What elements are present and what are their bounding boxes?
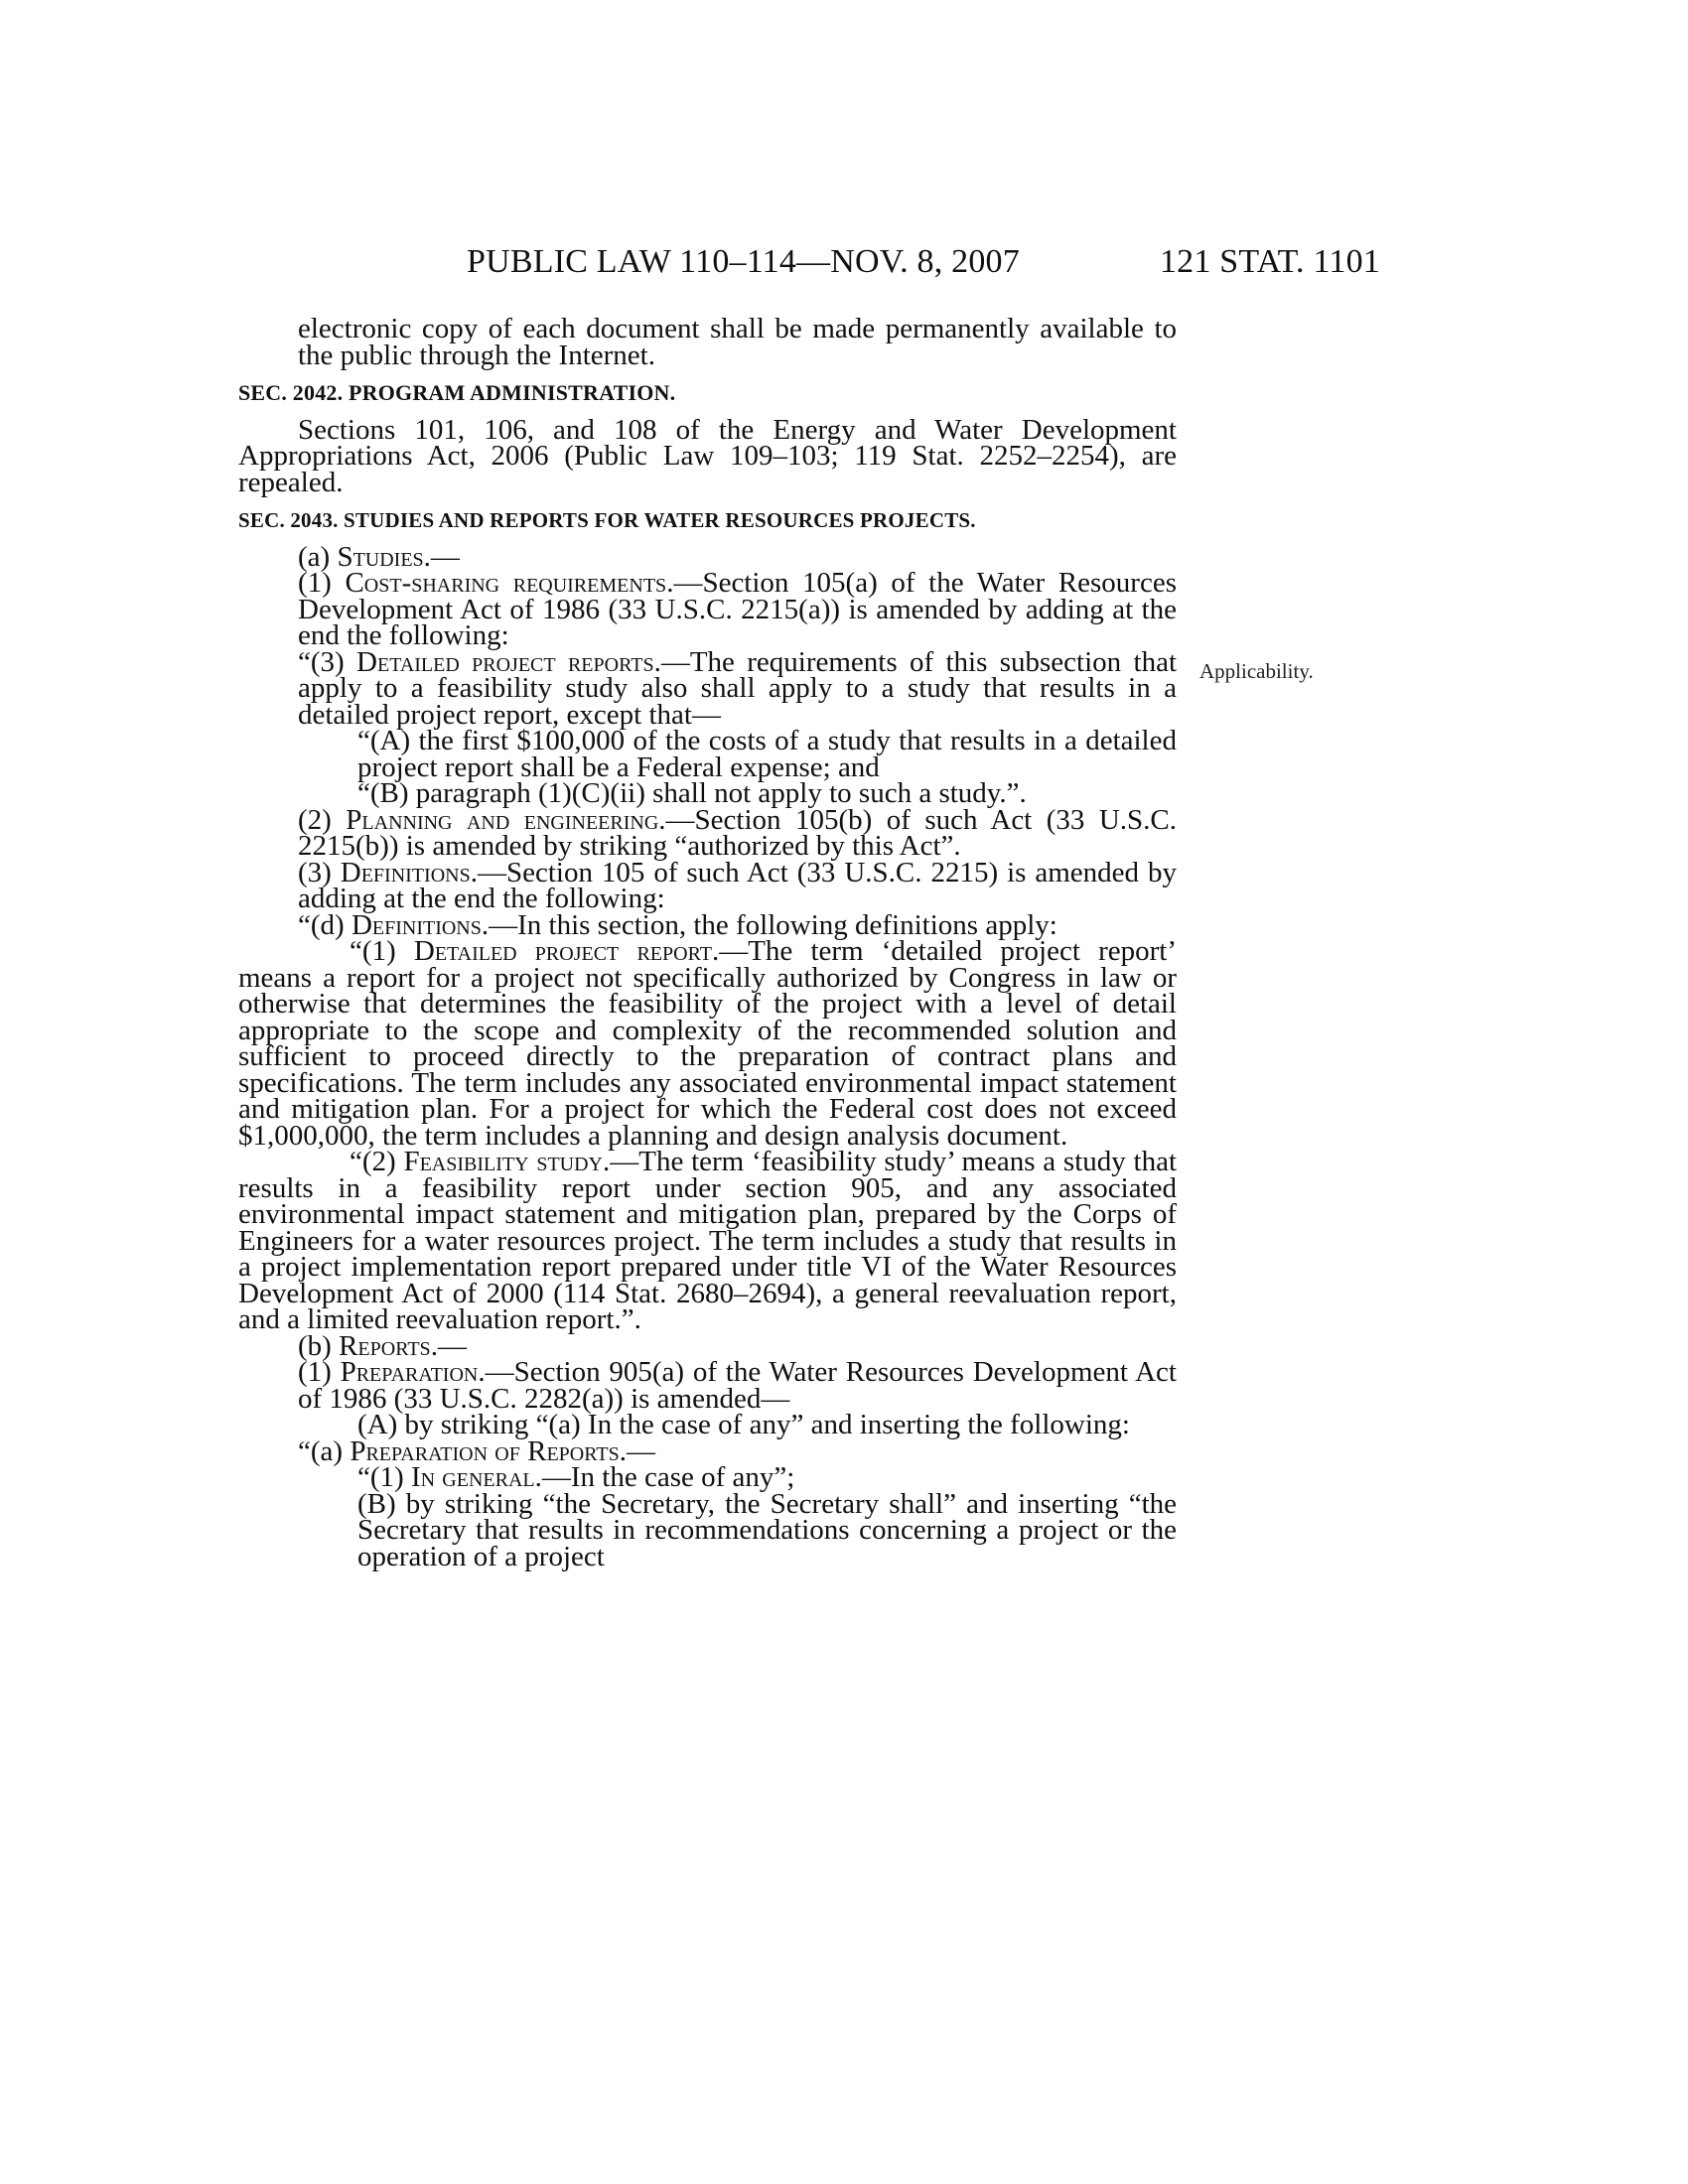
section-heading-2043: SEC. 2043. STUDIES AND REPORTS FOR WATER RESOURCES PROJECTS. xyxy=(238,508,976,532)
paragraph-a3: (3) Definitions.—Section 105 of such Act (33 U.S.C. 2215) is amended by adding at the end the following: xyxy=(298,856,1177,914)
subsection-a: (a) Studies.— xyxy=(298,540,460,573)
paragraph-quoted-B: “(B) paragraph (1)(C)(ii) shall not apply to such a study.”. xyxy=(357,777,1027,809)
header-stat-page: 121 STAT. 1101 xyxy=(1159,243,1380,280)
subsection-b: (b) Reports.— xyxy=(298,1329,467,1362)
paragraph-2042: Sections 101, 106, and 108 of the Energy and Water Development Appropriations Act, 2006 (Public Law 109–103; 119 Stat. 2252–2254), are repealed. xyxy=(238,413,1177,498)
paragraph-quoted-d: “(d) Definitions.—In this section, the following definitions apply: xyxy=(298,908,1057,941)
section-heading-2042: SEC. 2042. PROGRAM ADMINISTRATION. xyxy=(238,380,676,405)
running-header xyxy=(467,243,1380,293)
paragraph-b1-B: (B) by striking “the Secretary, the Secretary shall” and inserting “the Secretary that results in recommendations concerning a project or the operation of a project xyxy=(357,1487,1177,1572)
header-public-law: PUBLIC LAW 110–114—NOV. 8, 2007 xyxy=(467,243,1020,280)
paragraph-b1-A: (A) by striking “(a) In the case of any” and inserting the following: xyxy=(357,1409,1130,1440)
margin-note: Applicability. xyxy=(1199,659,1314,683)
paragraph-a2: (2) Planning and engineering.—Section 105(b) of such Act (33 U.S.C. 2215(b)) is amended by striking “authorized by this Act”. xyxy=(298,803,1177,862)
paragraph-quoted-3: “(3) Detailed project reports.—The requirements of this subsection that apply to a feasibility study also shall apply to a study that results in a detailed project report, except that— xyxy=(298,645,1177,731)
document-body xyxy=(238,313,1178,1572)
paragraph-intro: electronic copy of each document shall be made permanently available to the public through the Internet. xyxy=(298,313,1177,371)
paragraph-quoted-A: “(A) the first $100,000 of the costs of a study that results in a detailed project report shall be a Federal expense; and xyxy=(357,725,1177,783)
paragraph-b1: (1) Preparation.—Section 905(a) of the Water Resources Development Act of 1986 (33 U.S.C. 2282(a)) is amended— xyxy=(298,1356,1177,1415)
paragraph-quoted-d1: “(1) Detailed project report.—The term ‘detailed project report’ means a report for a project not specifically authorized by Congress in law or otherwise that determines the feasibility of the project with a level of detail appropriate to the scope and complexity of the recommended solution and sufficient to proceed directly to the preparation of contract plans and specifications. The term includes any associated environmental impact statement and mitigation plan. For a project for which the Federal cost does not exceed $1,000,000, the term includes a planning and design analysis document. xyxy=(238,935,1177,1152)
paragraph-quoted-a: “(a) Preparation of Reports.— xyxy=(298,1434,655,1467)
paragraph-quoted-a1: “(1) In general.—In the case of any”; xyxy=(357,1461,795,1493)
paragraph-a1: (1) Cost-sharing requirements.—Section 105(a) of the Water Resources Development Act of 1986 (33 U.S.C. 2215(a)) is amended by adding at the end the following: xyxy=(298,567,1177,651)
paragraph-quoted-d2: “(2) Feasibility study.—The term ‘feasibility study’ means a study that results in a feasibility report under section 905, and any associated environmental impact statement and mitigation plan, prepared by the Corps of Engineers for a water resources project. The term includes a study that results in a project implementation report prepared under title VI of the Water Resources Development Act of 2000 (114 Stat. 2680–2694), a general reevaluation report, and a limited reevaluation report.”. xyxy=(238,1146,1178,1335)
